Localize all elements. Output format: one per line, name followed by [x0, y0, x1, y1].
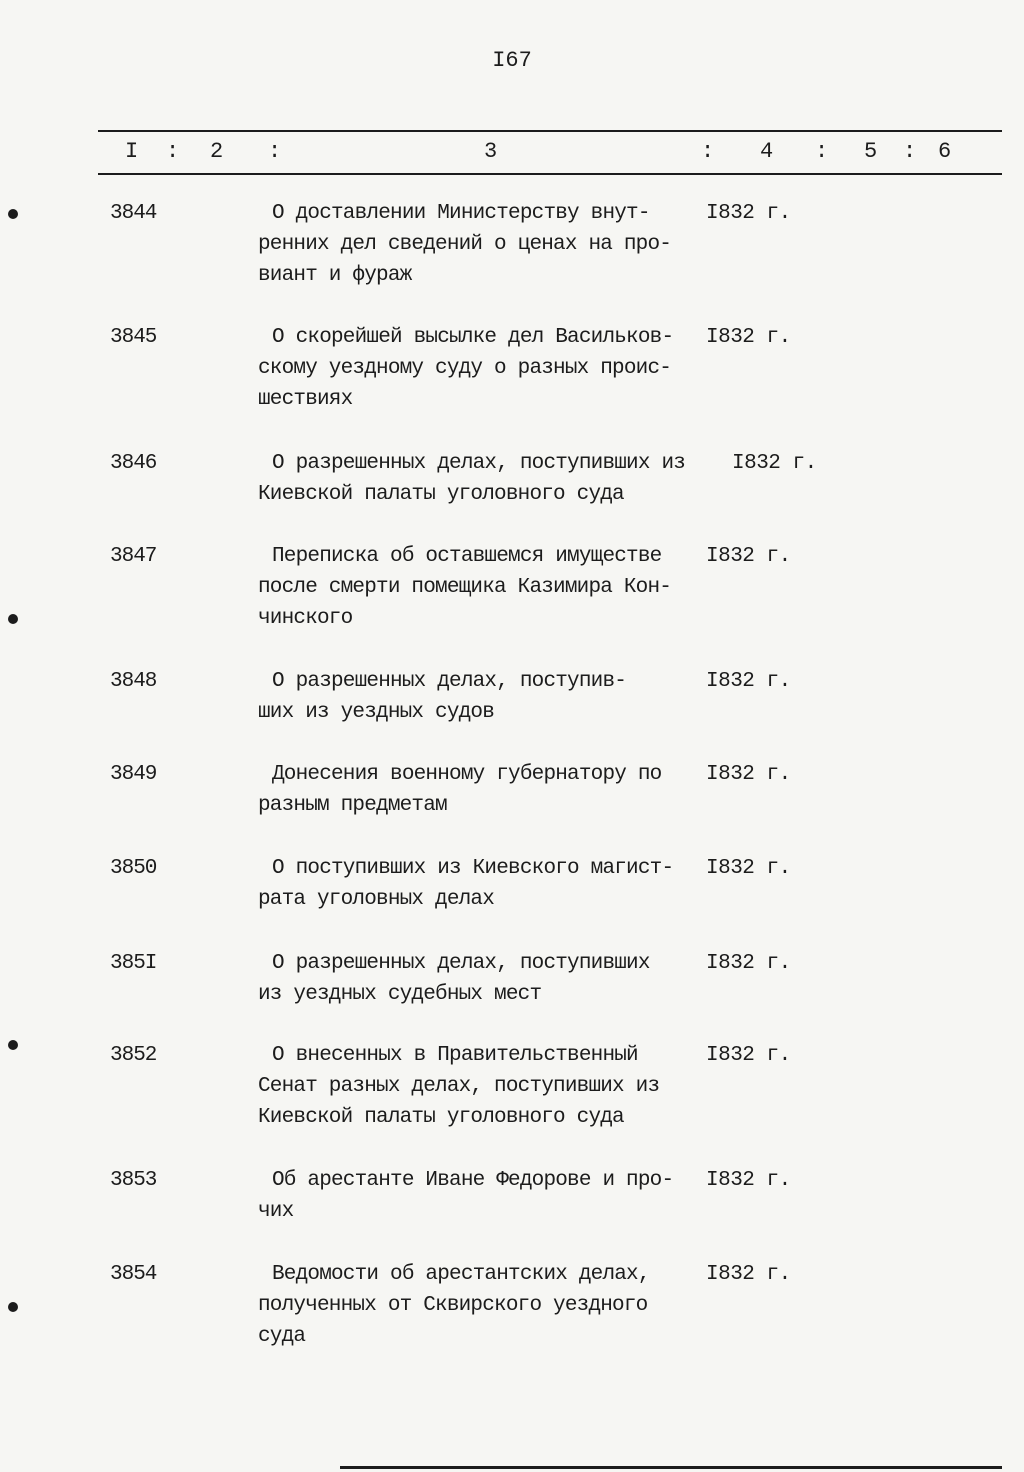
column-header-1: I — [125, 139, 139, 164]
record-title — [258, 1259, 728, 1352]
record-title-line: из уездных судебных мест — [258, 983, 542, 1006]
record-title-line: ших из уездных судов — [258, 701, 495, 724]
table-top-rule — [98, 130, 1002, 132]
record-title — [258, 198, 728, 291]
record-title-line: ренних дел сведений о ценах на про- — [258, 233, 672, 256]
record-date: I832 г. — [706, 670, 791, 693]
record-title-line: суда — [258, 1325, 306, 1348]
record-title-line: О разрешенных делах, поступив- — [272, 670, 627, 693]
record-date: I832 г. — [706, 545, 791, 568]
record-number: 3849 — [110, 763, 157, 786]
record-title-line: разным предметам — [258, 794, 447, 817]
record-number: 3852 — [110, 1044, 157, 1067]
record-title — [258, 541, 728, 634]
record-title — [258, 759, 728, 821]
column-header-3: 3 — [484, 139, 498, 164]
record-title-line: шествиях — [258, 388, 353, 411]
punch-hole-mark — [8, 614, 18, 624]
record-number: 3847 — [110, 545, 157, 568]
record-date: I832 г. — [706, 1263, 791, 1286]
record-date: I832 г. — [706, 763, 791, 786]
record-title-line: Киевской палаты уголовного суда — [258, 483, 624, 506]
record-title-line: О разрешенных делах, поступивших из — [272, 452, 686, 475]
column-separator: : — [701, 139, 715, 164]
record-title-line: полученных от Сквирского уездного — [258, 1294, 648, 1317]
record-title-line: чих — [258, 1200, 294, 1223]
record-number: 3854 — [110, 1263, 157, 1286]
record-title — [258, 1040, 728, 1133]
record-title-line: Донесения военному губернатору по — [272, 763, 662, 786]
column-separator: : — [268, 139, 282, 164]
record-title — [258, 948, 728, 1010]
record-title-line: скому уездному суду о разных проис- — [258, 357, 672, 380]
record-title-line: чинского — [258, 607, 353, 630]
record-title-line: виант и фураж — [258, 264, 412, 287]
record-number: 3844 — [110, 202, 157, 225]
page-number: I67 — [492, 48, 532, 73]
record-title — [258, 322, 728, 415]
record-number: 3846 — [110, 452, 157, 475]
table-header-rule — [98, 173, 1002, 175]
record-number: 3848 — [110, 670, 157, 693]
column-separator: : — [903, 139, 917, 164]
record-title — [258, 448, 728, 510]
punch-hole-mark — [8, 209, 18, 219]
record-date: I832 г. — [706, 1044, 791, 1067]
record-date: I832 г. — [706, 1169, 791, 1192]
record-number: 3853 — [110, 1169, 157, 1192]
record-number: 385I — [110, 952, 157, 975]
column-header-6: 6 — [938, 139, 952, 164]
record-title-line: О скорейшей высылке дел Васильков- — [272, 326, 674, 349]
record-title-line: Ведомости об арестантских делах, — [272, 1263, 650, 1286]
record-number: 3845 — [110, 326, 157, 349]
column-header-4: 4 — [760, 139, 774, 164]
record-date: I832 г. — [706, 202, 791, 225]
column-separator: : — [815, 139, 829, 164]
record-title-line: Переписка об оставшемся имуществе — [272, 545, 662, 568]
record-title-line: Киевской палаты уголовного суда — [258, 1106, 624, 1129]
record-title-line: О разрешенных делах, поступивших — [272, 952, 650, 975]
column-header-5: 5 — [864, 139, 878, 164]
record-title-line: О доставлении Министерству внут- — [272, 202, 650, 225]
punch-hole-mark — [8, 1302, 18, 1312]
record-title-line: О поступивших из Киевского магист- — [272, 857, 674, 880]
record-date: I832 г. — [732, 452, 817, 475]
record-title — [258, 1165, 728, 1227]
record-title — [258, 666, 728, 728]
page-bottom-rule — [340, 1466, 1002, 1469]
record-date: I832 г. — [706, 857, 791, 880]
column-separator: : — [166, 139, 180, 164]
record-number: 3850 — [110, 857, 157, 880]
punch-hole-mark — [8, 1040, 18, 1050]
record-date: I832 г. — [706, 326, 791, 349]
record-title-line: после смерти помещика Казимира Кон- — [258, 576, 672, 599]
record-title — [258, 853, 728, 915]
record-title-line: рата уголовных делах — [258, 888, 495, 911]
record-title-line: Сенат разных делах, поступивших из — [258, 1075, 660, 1098]
record-title-line: О внесенных в Правительственный — [272, 1044, 638, 1067]
column-header-2: 2 — [210, 139, 224, 164]
record-title-line: Об арестанте Иване Федорове и про- — [272, 1169, 674, 1192]
record-date: I832 г. — [706, 952, 791, 975]
